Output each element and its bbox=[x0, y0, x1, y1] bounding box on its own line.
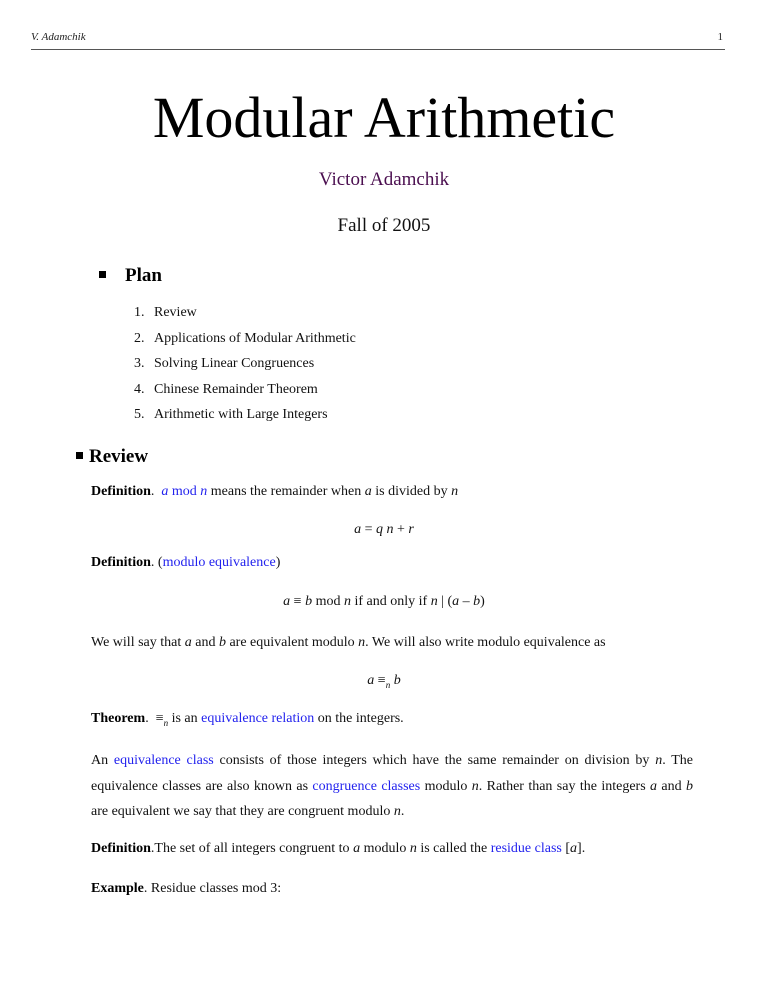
plan-item-label: Review bbox=[154, 305, 197, 320]
example-label: Example bbox=[91, 881, 144, 896]
plan-section-heading[interactable] bbox=[99, 265, 162, 287]
definition-residue-class: Definition.The set of all integers congruent to a modulo n is called the residue class [a]. bbox=[91, 841, 586, 856]
definition-modulo-equivalence: Definition. (modulo equivalence) bbox=[91, 555, 281, 570]
congruence-classes-link[interactable]: congruence classes bbox=[312, 778, 421, 794]
definition-mod: Definition. a mod n means the remainder when a is divided by n bbox=[91, 484, 459, 499]
plan-list bbox=[134, 300, 356, 428]
plan-item-number: 2. bbox=[134, 330, 145, 346]
plan-item bbox=[134, 326, 356, 352]
a-mod-n-link[interactable]: a mod n bbox=[161, 484, 208, 499]
residue-class-link[interactable]: residue class bbox=[490, 841, 562, 856]
example-residue-classes: Example. Residue classes mod 3: bbox=[91, 881, 282, 896]
plan-item-number: 5. bbox=[134, 407, 145, 422]
document-title: Modular Arithmetic bbox=[152, 85, 616, 150]
equivalence-sentence: We will say that a and b are equivalent modulo n. We will also write modulo equivalence as bbox=[91, 635, 606, 650]
equivalence-relation-link[interactable]: equivalence relation bbox=[201, 711, 315, 726]
equivalence-class-link[interactable]: equivalence class bbox=[113, 753, 214, 768]
review-heading-text: Review bbox=[89, 446, 149, 467]
definition-label: Definition bbox=[91, 484, 151, 499]
plan-item bbox=[134, 402, 356, 428]
document-date: Fall of 2005 bbox=[337, 215, 431, 236]
plan-item-label: Solving Linear Congruences bbox=[154, 356, 315, 371]
plan-item-number: 4. bbox=[134, 381, 145, 397]
header-author: V. Adamchik bbox=[31, 31, 86, 43]
definition-label: Definition bbox=[91, 555, 151, 570]
plan-item-number: 1. bbox=[134, 305, 145, 320]
plan-heading-text: Plan bbox=[125, 265, 162, 286]
running-header bbox=[31, 29, 725, 50]
modulo-equivalence-link[interactable]: modulo equivalence bbox=[162, 555, 276, 570]
plan-item-label: Chinese Remainder Theorem bbox=[154, 381, 318, 397]
review-section-heading[interactable] bbox=[76, 446, 148, 468]
theorem-equivalence-relation: Theorem. $\equiv_n$ is an equivalence relation on the integers. bbox=[91, 711, 404, 728]
plan-item-number: 3. bbox=[134, 356, 145, 371]
equation-congruence: a ≡ b mod n if and only if n | (a – b) bbox=[283, 594, 485, 609]
plan-item bbox=[134, 351, 356, 377]
square-bullet-icon bbox=[99, 271, 106, 278]
equation-division: a = q n + r bbox=[354, 522, 414, 537]
square-bullet-icon bbox=[76, 452, 83, 459]
page-number: 1 bbox=[717, 31, 723, 43]
plan-item bbox=[134, 377, 356, 403]
plan-item-label: Arithmetic with Large Integers bbox=[154, 407, 328, 422]
equation-equiv-n: $a \equiv_n$ b bbox=[367, 673, 401, 690]
equivalence-class-paragraph: An equivalence class consists of those integers which have the same remainder on division by n. The equivalence classes are also known as congruence classes modulo n. Rather than say the integers a and b are equivalent we say that they are congruent modulo n. bbox=[91, 753, 694, 819]
definition-label: Definition bbox=[91, 841, 151, 856]
plan-item-label: Applications of Modular Arithmetic bbox=[154, 330, 356, 346]
theorem-label: Theorem bbox=[91, 711, 146, 726]
plan-item bbox=[134, 300, 356, 326]
author-name[interactable]: Victor Adamchik bbox=[318, 169, 450, 190]
